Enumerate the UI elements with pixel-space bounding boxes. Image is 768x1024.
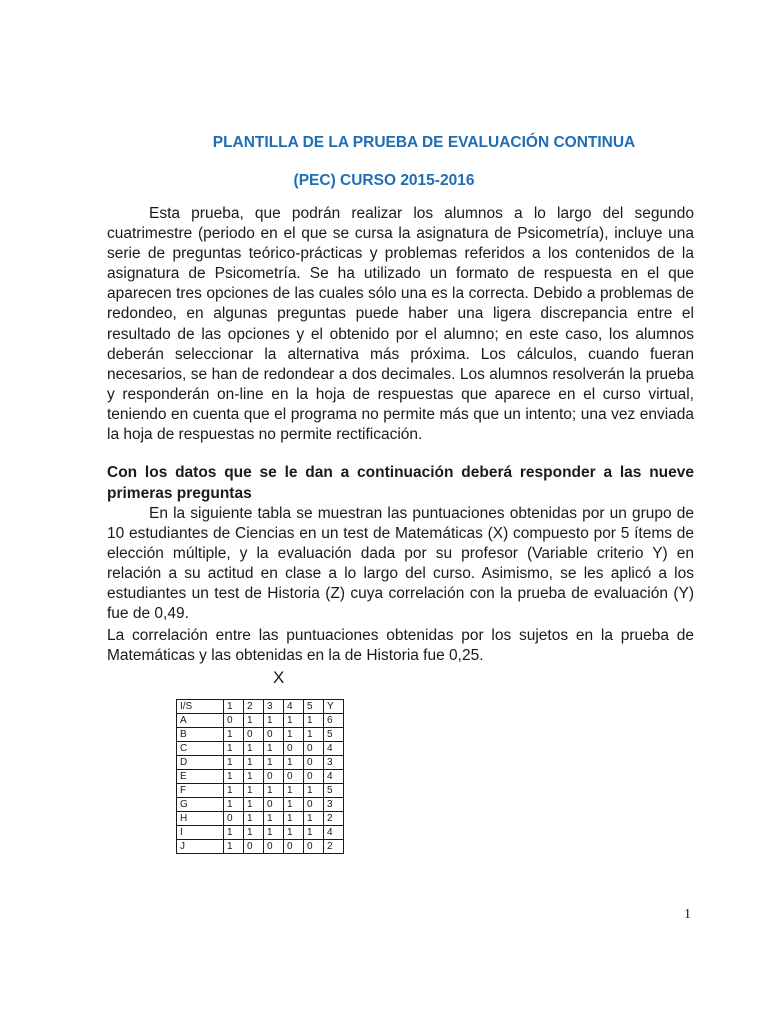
table-cell: 1 (264, 826, 284, 840)
table-cell: 0 (284, 770, 304, 784)
table-cell: 0 (284, 840, 304, 854)
table-cell: 1 (264, 756, 284, 770)
table-cell: 0 (304, 756, 324, 770)
table-cell: 1 (304, 784, 324, 798)
table-row (177, 784, 344, 798)
table-cell: 1 (304, 812, 324, 826)
document-subtitle: (PEC) CURSO 2015-2016 (293, 172, 475, 189)
table-cell: 0 (304, 742, 324, 756)
table-cell: 1 (284, 798, 304, 812)
table-row (177, 770, 344, 784)
table-header-cell: Y (324, 700, 344, 714)
table-cell: 1 (224, 756, 244, 770)
table-cell: G (177, 798, 224, 812)
table-cell: A (177, 714, 224, 728)
table-cell: 6 (324, 714, 344, 728)
table-row (177, 742, 344, 756)
table-row (177, 714, 344, 728)
table-cell: I (177, 826, 224, 840)
table-cell: 1 (244, 714, 264, 728)
table-cell: 1 (224, 798, 244, 812)
table-cell: 0 (304, 798, 324, 812)
table-cell: 0 (264, 728, 284, 742)
table-cell: 1 (304, 714, 324, 728)
table-cell: 0 (304, 840, 324, 854)
table-cell: 0 (284, 742, 304, 756)
section-heading: Con los datos que se le dan a continuación deberá responder a las nueve primeras preguntas (107, 464, 694, 502)
table-header-cell: 3 (264, 700, 284, 714)
table-cell: 0 (264, 770, 284, 784)
table-cell: 1 (284, 714, 304, 728)
table-header-row (177, 700, 344, 714)
table-cell: 1 (244, 756, 264, 770)
table-row (177, 798, 344, 812)
table-cell: C (177, 742, 224, 756)
document-title: PLANTILLA DE LA PRUEBA DE EVALUACIÓN CONTINUA (212, 134, 636, 151)
table-cell: 5 (324, 728, 344, 742)
table-cell: 1 (224, 826, 244, 840)
intro-paragraph: Esta prueba, que podrán realizar los alumnos a lo largo del segundo cuatrimestre (periodo en el que se cursa la asignatura de Psicometría), incluye una serie de preguntas teórico-prácticas y problemas referidos a los contenidos de la asignatura de Psicometría. Se ha utilizado un formato de respuesta en el que aparecen tres opciones de las cuales sólo una es la correcta. Debido a problemas de redondeo, en algunas preguntas puede haber una ligera discrepancia entre el resultado de las opciones y el obtenido por el alumno; en este caso, los alumnos deberán seleccionar la alternativa más próxima. Los cálculos, cuando fueran necesarios, se han de redondear a dos decimales. Los alumnos resolverán la prueba y responderán on-line en la hoja de respuestas que aparece en el curso virtual, teniendo en cuenta que el programa no permite más que un intento; una vez enviada la hoja de respuestas no permite rectificación. (107, 205, 694, 444)
table-cell: 1 (244, 798, 264, 812)
table-cell: H (177, 812, 224, 826)
table-cell: 1 (244, 784, 264, 798)
table-row (177, 756, 344, 770)
table-cell: 1 (264, 714, 284, 728)
table-cell: 1 (264, 742, 284, 756)
table-cell: 0 (224, 714, 244, 728)
table-header-cell: 2 (244, 700, 264, 714)
table-cell: 1 (304, 826, 324, 840)
page-number: 1 (684, 907, 691, 922)
table-cell: 1 (264, 812, 284, 826)
table-cell: 1 (244, 770, 264, 784)
table-cell: 1 (244, 742, 264, 756)
correlation-paragraph: La correlación entre las puntuaciones obtenidas por los sujetos en la prueba de Matemáticas y las obtenidas en la de Historia fue 0,25. (107, 627, 694, 665)
table-cell: 4 (324, 742, 344, 756)
table-cell: 0 (224, 812, 244, 826)
table-cell: 4 (324, 770, 344, 784)
table-cell: 0 (264, 798, 284, 812)
table-cell: J (177, 840, 224, 854)
table-cell: 1 (264, 784, 284, 798)
table-cell: 4 (324, 826, 344, 840)
table-cell: 1 (284, 812, 304, 826)
table-cell: 1 (304, 728, 324, 742)
table-cell: 1 (224, 742, 244, 756)
table-cell: D (177, 756, 224, 770)
table-header-cell: 4 (284, 700, 304, 714)
table-cell: F (177, 784, 224, 798)
table-cell: 1 (284, 784, 304, 798)
table-cell: 1 (244, 826, 264, 840)
table-cell: 3 (324, 756, 344, 770)
table-cell: 0 (244, 840, 264, 854)
table-header-cell: 1 (224, 700, 244, 714)
table-cell: 1 (224, 840, 244, 854)
table-row (177, 812, 344, 826)
table-cell: E (177, 770, 224, 784)
table-x-label: X (273, 668, 285, 687)
table-cell: 2 (324, 840, 344, 854)
table-cell: 5 (324, 784, 344, 798)
table-cell: 3 (324, 798, 344, 812)
table-cell: 1 (284, 728, 304, 742)
table-cell: 1 (244, 812, 264, 826)
scores-table (176, 699, 344, 854)
table-cell: 0 (264, 840, 284, 854)
table-cell: 2 (324, 812, 344, 826)
table-row (177, 840, 344, 854)
table-row (177, 728, 344, 742)
table-cell: 1 (224, 784, 244, 798)
table-cell: 1 (224, 770, 244, 784)
table-cell: B (177, 728, 224, 742)
table-header-cell: 5 (304, 700, 324, 714)
table-cell: 1 (224, 728, 244, 742)
table-cell: 0 (244, 728, 264, 742)
table-header-cell: I/S (177, 700, 224, 714)
table-cell: 1 (284, 826, 304, 840)
table-description-paragraph: En la siguiente tabla se muestran las puntuaciones obtenidas por un grupo de 10 estudiantes de Ciencias en un test de Matemáticas (X) compuesto por 5 ítems de elección múltiple, y la evaluación dada por su profesor (Variable criterio Y) en relación a su actitud en clase a lo largo del curso. Asimismo, se les aplicó a los estudiantes un test de Historia (Z) cuya correlación con la prueba de evaluación (Y) fue de 0,49. (107, 505, 694, 623)
table-cell: 1 (284, 756, 304, 770)
table-cell: 0 (304, 770, 324, 784)
table-row (177, 826, 344, 840)
